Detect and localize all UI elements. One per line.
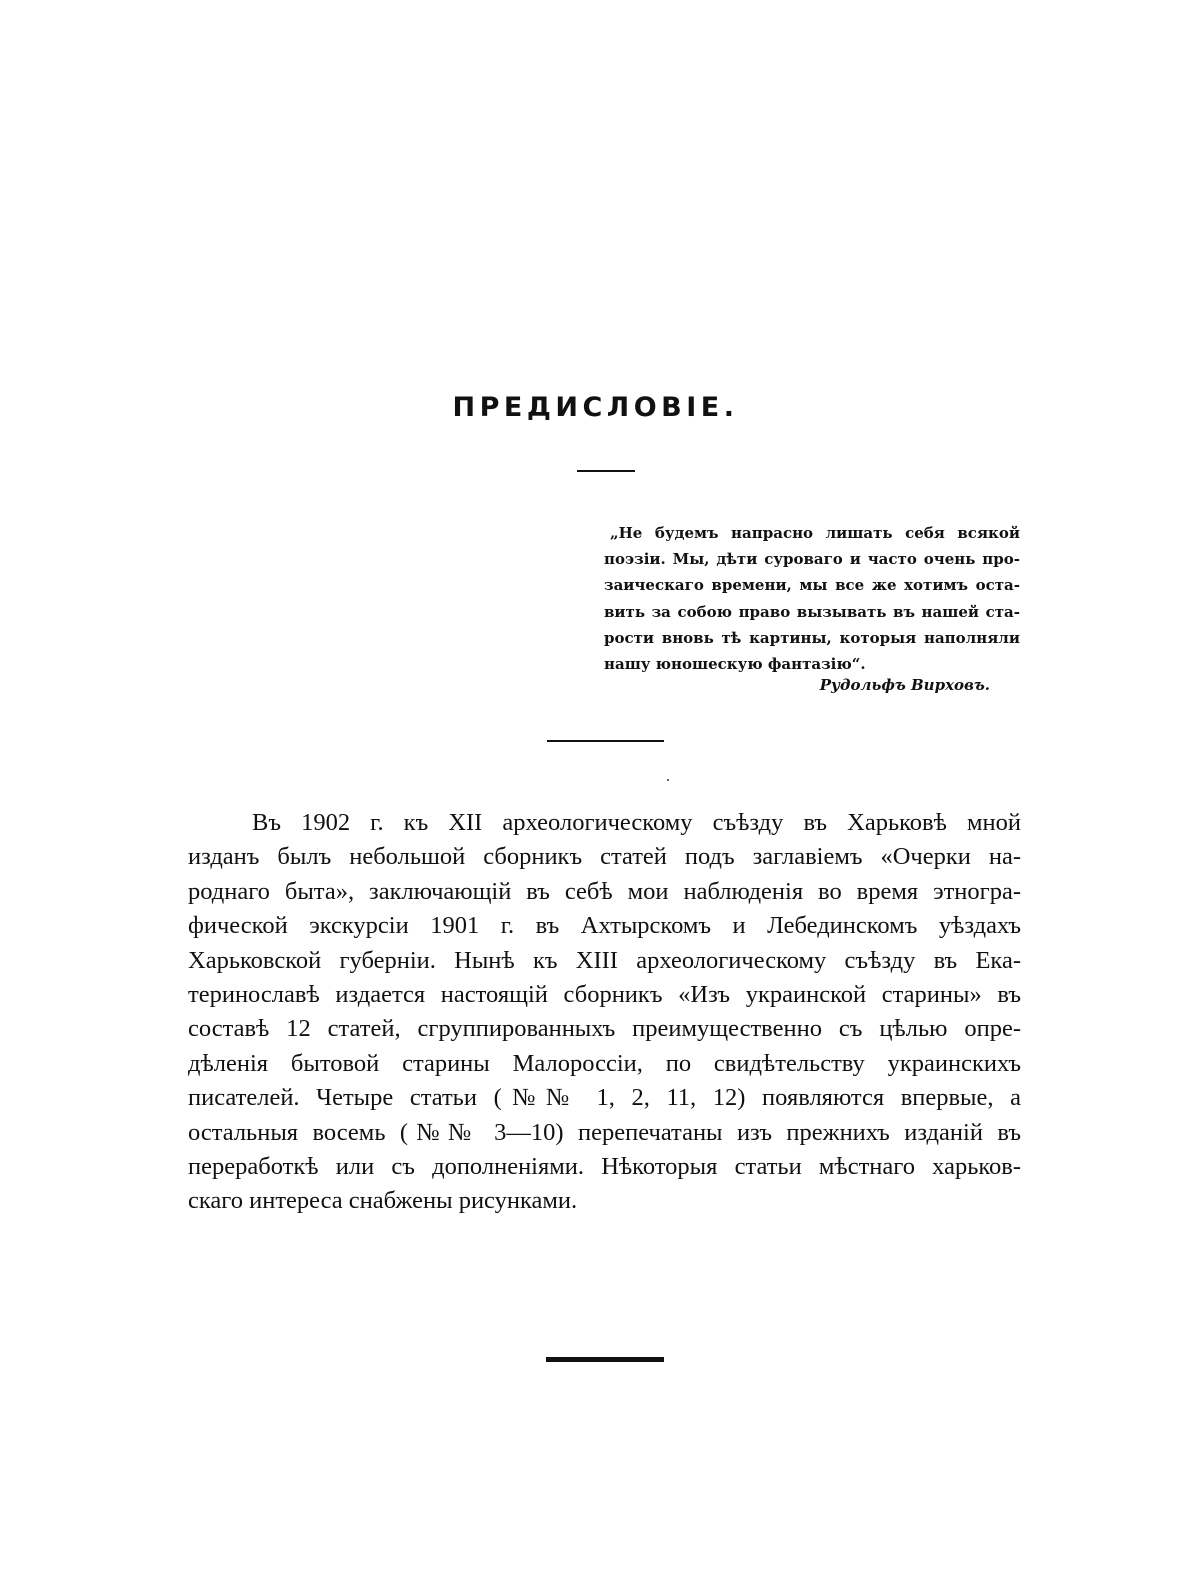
epigraph-line: „Не будемъ напрасно лишать себя всякой: [610, 524, 1020, 542]
closing-rule: [546, 1357, 664, 1362]
epigraph-line: заическаго времени, мы все же хотимъ оста-: [604, 576, 1020, 595]
paragraph-line: дѣленія бытовой старины Малороссіи, по свидѣтельству украинскихъ: [188, 1049, 1021, 1077]
paragraph-line: писателей. Четыре статьи (№№ 1, 2, 11, 12) появляются впервые, а: [188, 1084, 1021, 1112]
epigraph-line: нашу юношескую фантазію“.: [604, 655, 866, 674]
section-divider: [547, 740, 664, 742]
epigraph-attribution: Рудольфъ Вирховъ.: [819, 676, 990, 694]
epigraph-line: вить за собою право вызывать въ нашей ста-: [604, 602, 1020, 621]
paragraph-line: скаго интереса снабжены рисунками.: [188, 1187, 578, 1215]
paragraph-line: изданъ былъ небольшой сборникъ статей подъ заглавіемъ «Очерки на-: [188, 843, 1021, 871]
paragraph-line: переработкѣ или съ дополненіями. Нѣкоторыя статьи мѣстнаго харьков-: [188, 1153, 1021, 1181]
title-divider: [577, 470, 635, 472]
epigraph-line: рости вновь тѣ картины, которыя наполняли: [604, 628, 1020, 647]
epigraph: [604, 520, 1020, 677]
paragraph-line: теринославѣ издается настоящій сборникъ «Изъ украинской старины» въ: [188, 981, 1021, 1009]
paragraph-line: составѣ 12 статей, сгруппированныхъ преимущественно съ цѣлью опре-: [188, 1015, 1021, 1043]
epigraph-line: поэзіи. Мы, дѣти суроваго и часто очень про-: [604, 550, 1020, 569]
page-title: ПРЕДИСЛОВІЕ.: [452, 392, 739, 423]
preface-paragraph: [188, 806, 1021, 1219]
paragraph-line: остальныя восемь (№№ 3—10) перепечатаны изъ прежнихъ изданій въ: [188, 1118, 1021, 1146]
paragraph-line: Въ 1902 г. къ XII археологическому съѣзду въ Харьковѣ мной: [252, 809, 1021, 836]
paragraph-line: фической экскурсіи 1901 г. въ Ахтырскомъ и Лебединскомъ уѣздахъ: [188, 912, 1021, 940]
print-speck: [667, 779, 669, 781]
paragraph-line: Харьковской губерніи. Нынѣ къ XIII археологическому съѣзду въ Ека-: [188, 946, 1021, 974]
paragraph-line: роднаго быта», заключающій въ себѣ мои наблюденія во время этногра-: [188, 877, 1021, 905]
